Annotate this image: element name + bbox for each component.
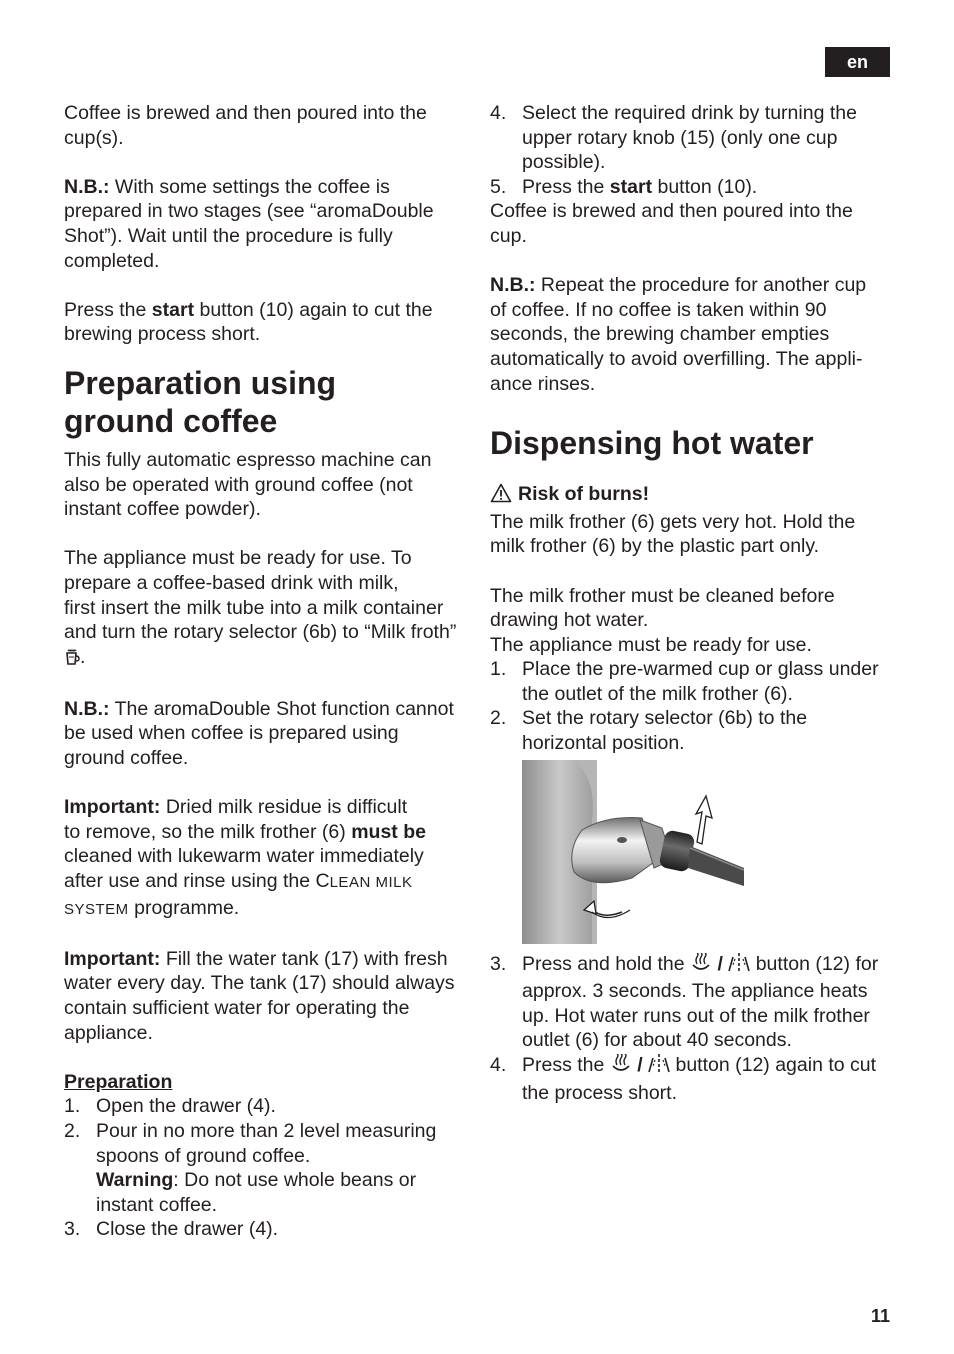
start-keyword: start <box>151 298 195 321</box>
list-item <box>490 175 886 200</box>
step-number: 4. <box>490 1054 507 1077</box>
heading-line: Preparation using <box>64 364 337 401</box>
paragraph-coffee-brewed: Coffee is brewed and then poured into the cup(s). <box>64 102 427 149</box>
text-span: to remove, so the milk frother (6) <box>64 820 352 843</box>
risk-label: Risk of burns! <box>518 483 650 506</box>
milk-frother-illustration <box>522 760 744 944</box>
hot-water-steps-continued <box>490 952 886 1106</box>
text-span: cleaned with lukewarm water immediately after use and rinse using the <box>64 845 424 893</box>
programme-name: LEAN MILK SYSTEM <box>64 874 413 918</box>
section-heading-ground-coffee <box>64 364 464 440</box>
text-span: Press the <box>64 298 152 321</box>
text-span: Dried milk residue is difficult <box>160 796 408 819</box>
step-text: Pour in no more than 2 level measuring spoons of ground coffee. <box>96 1119 437 1167</box>
hot-water-icon <box>728 953 750 980</box>
paragraph-appliance-ready <box>64 546 464 672</box>
page-number: 11 <box>870 1306 890 1326</box>
step-text: Open the drawer (4). <box>96 1095 276 1118</box>
start-keyword: start <box>609 175 653 198</box>
slash-separator: / <box>712 952 729 975</box>
left-column <box>64 101 464 1242</box>
text-span: The appliance must be ready for use. To <box>64 547 412 570</box>
important-milk-residue <box>64 795 464 922</box>
list-item <box>64 1217 464 1242</box>
hot-water-steps <box>490 657 886 755</box>
list-item <box>490 101 886 175</box>
paragraph-intro: This fully automatic espresso machine can also be operated with ground coffee (not instant coffee powder). <box>64 448 432 521</box>
step-number: 1. <box>64 1095 81 1118</box>
section-heading-hot-water: Dispensing hot water <box>490 425 814 462</box>
step-number: 1. <box>490 658 507 681</box>
preparation-steps <box>64 1094 464 1242</box>
step-number: 2. <box>64 1119 81 1142</box>
important-water-tank <box>64 947 464 1045</box>
step-body <box>522 175 886 200</box>
text-span: button (10) again to cut the brewing process short. <box>64 298 433 346</box>
paragraph-press-start <box>64 298 464 347</box>
warning-label: Warning <box>96 1169 174 1192</box>
text-span: programme. <box>128 896 240 919</box>
warning-text: : Do not use whole beans or instant coffee. <box>96 1169 417 1216</box>
must-be-keyword: must be <box>351 820 426 843</box>
step-body <box>522 952 886 1053</box>
text-span: Press and hold the <box>522 952 691 975</box>
note-repeat <box>490 273 886 396</box>
step-body <box>96 1119 464 1217</box>
heading-line: ground coffee <box>64 402 278 439</box>
step-number: 3. <box>490 952 507 975</box>
text-span: . <box>80 645 86 668</box>
text-span: Press the <box>522 175 610 198</box>
paragraph-ready: The appliance must be ready for use. <box>490 633 812 656</box>
preparation-subheading: Preparation <box>64 1070 173 1093</box>
text-span: button (12) for approx. 3 seconds. The appliance heats up. Hot water runs out of the milk frother outlet (6) for about 40 seconds. <box>522 952 879 1052</box>
list-item <box>490 952 886 1053</box>
list-item <box>64 1094 464 1119</box>
risk-text: The milk frother (6) gets very hot. Hold the milk frother (6) by the plastic part only. <box>490 510 856 558</box>
note-ground-coffee <box>64 697 464 771</box>
note-text: The aromaDouble Shot function cannot be used when coffee is prepared using ground coffee. <box>64 697 454 770</box>
step-number: 5. <box>490 175 507 198</box>
step-number: 3. <box>64 1218 81 1241</box>
list-item <box>490 1053 886 1105</box>
step-text: Close the drawer (4). <box>96 1218 279 1241</box>
text-span: first insert the milk tube into a milk container and turn the rotary selector (6b) to “Milk froth” <box>64 596 457 644</box>
text-span: Press the <box>522 1054 610 1077</box>
steam-icon <box>690 953 712 980</box>
note-label: N.B.: <box>64 175 110 198</box>
step-number: 2. <box>490 707 507 730</box>
text-span: button (12) again to cut the process short. <box>522 1054 877 1104</box>
note-aromadouble <box>64 175 464 273</box>
text-span: Fill the water tank (17) with fresh water every day. The tank (17) should always contain sufficient water for operating the appliance. <box>64 947 455 1044</box>
right-column <box>490 101 886 1105</box>
list-item <box>490 657 886 706</box>
milk-froth-icon <box>64 648 80 673</box>
hot-water-icon <box>648 1054 670 1081</box>
steam-icon <box>610 1054 632 1081</box>
risk-heading <box>490 482 886 510</box>
step-text: Set the rotary selector (6b) to the horizontal position. <box>522 707 808 755</box>
language-tab: en <box>825 47 890 77</box>
paragraph-clean-frother: The milk frother must be cleaned before drawing hot water. <box>490 584 835 632</box>
paragraph-coffee-brewed-cup: Coffee is brewed and then poured into the cup. <box>490 200 853 247</box>
slash-separator: / <box>631 1054 649 1077</box>
list-item <box>64 1119 464 1217</box>
important-label: Important: <box>64 947 161 970</box>
steps-continued <box>490 101 886 199</box>
important-label: Important: <box>64 796 161 819</box>
note-label: N.B.: <box>64 697 110 720</box>
step-text: Select the required drink by turning the upper rotary knob (15) (only one cup possible). <box>522 102 857 174</box>
note-text: With some settings the coffee is prepared in two stages (see “aromaDouble Shot”). Wait until the procedure is fully completed. <box>64 175 434 272</box>
note-text: Repeat the procedure for another cup of coffee. If no coffee is taken within 90 seconds, the brewing chamber empties automatically to avoid overfilling. The appli-ance rinses. <box>490 274 867 395</box>
list-item <box>490 706 886 755</box>
step-number: 4. <box>490 102 507 124</box>
step-text: Place the pre-warmed cup or glass under the outlet of the milk frother (6). <box>522 658 879 705</box>
warning-triangle-icon <box>490 483 512 510</box>
step-body <box>522 1053 886 1105</box>
text-span: prepare a coffee-based drink with milk, <box>64 571 399 594</box>
note-label: N.B.: <box>490 274 536 297</box>
programme-name-initial: C <box>315 870 330 893</box>
text-span: button (10). <box>652 175 758 198</box>
